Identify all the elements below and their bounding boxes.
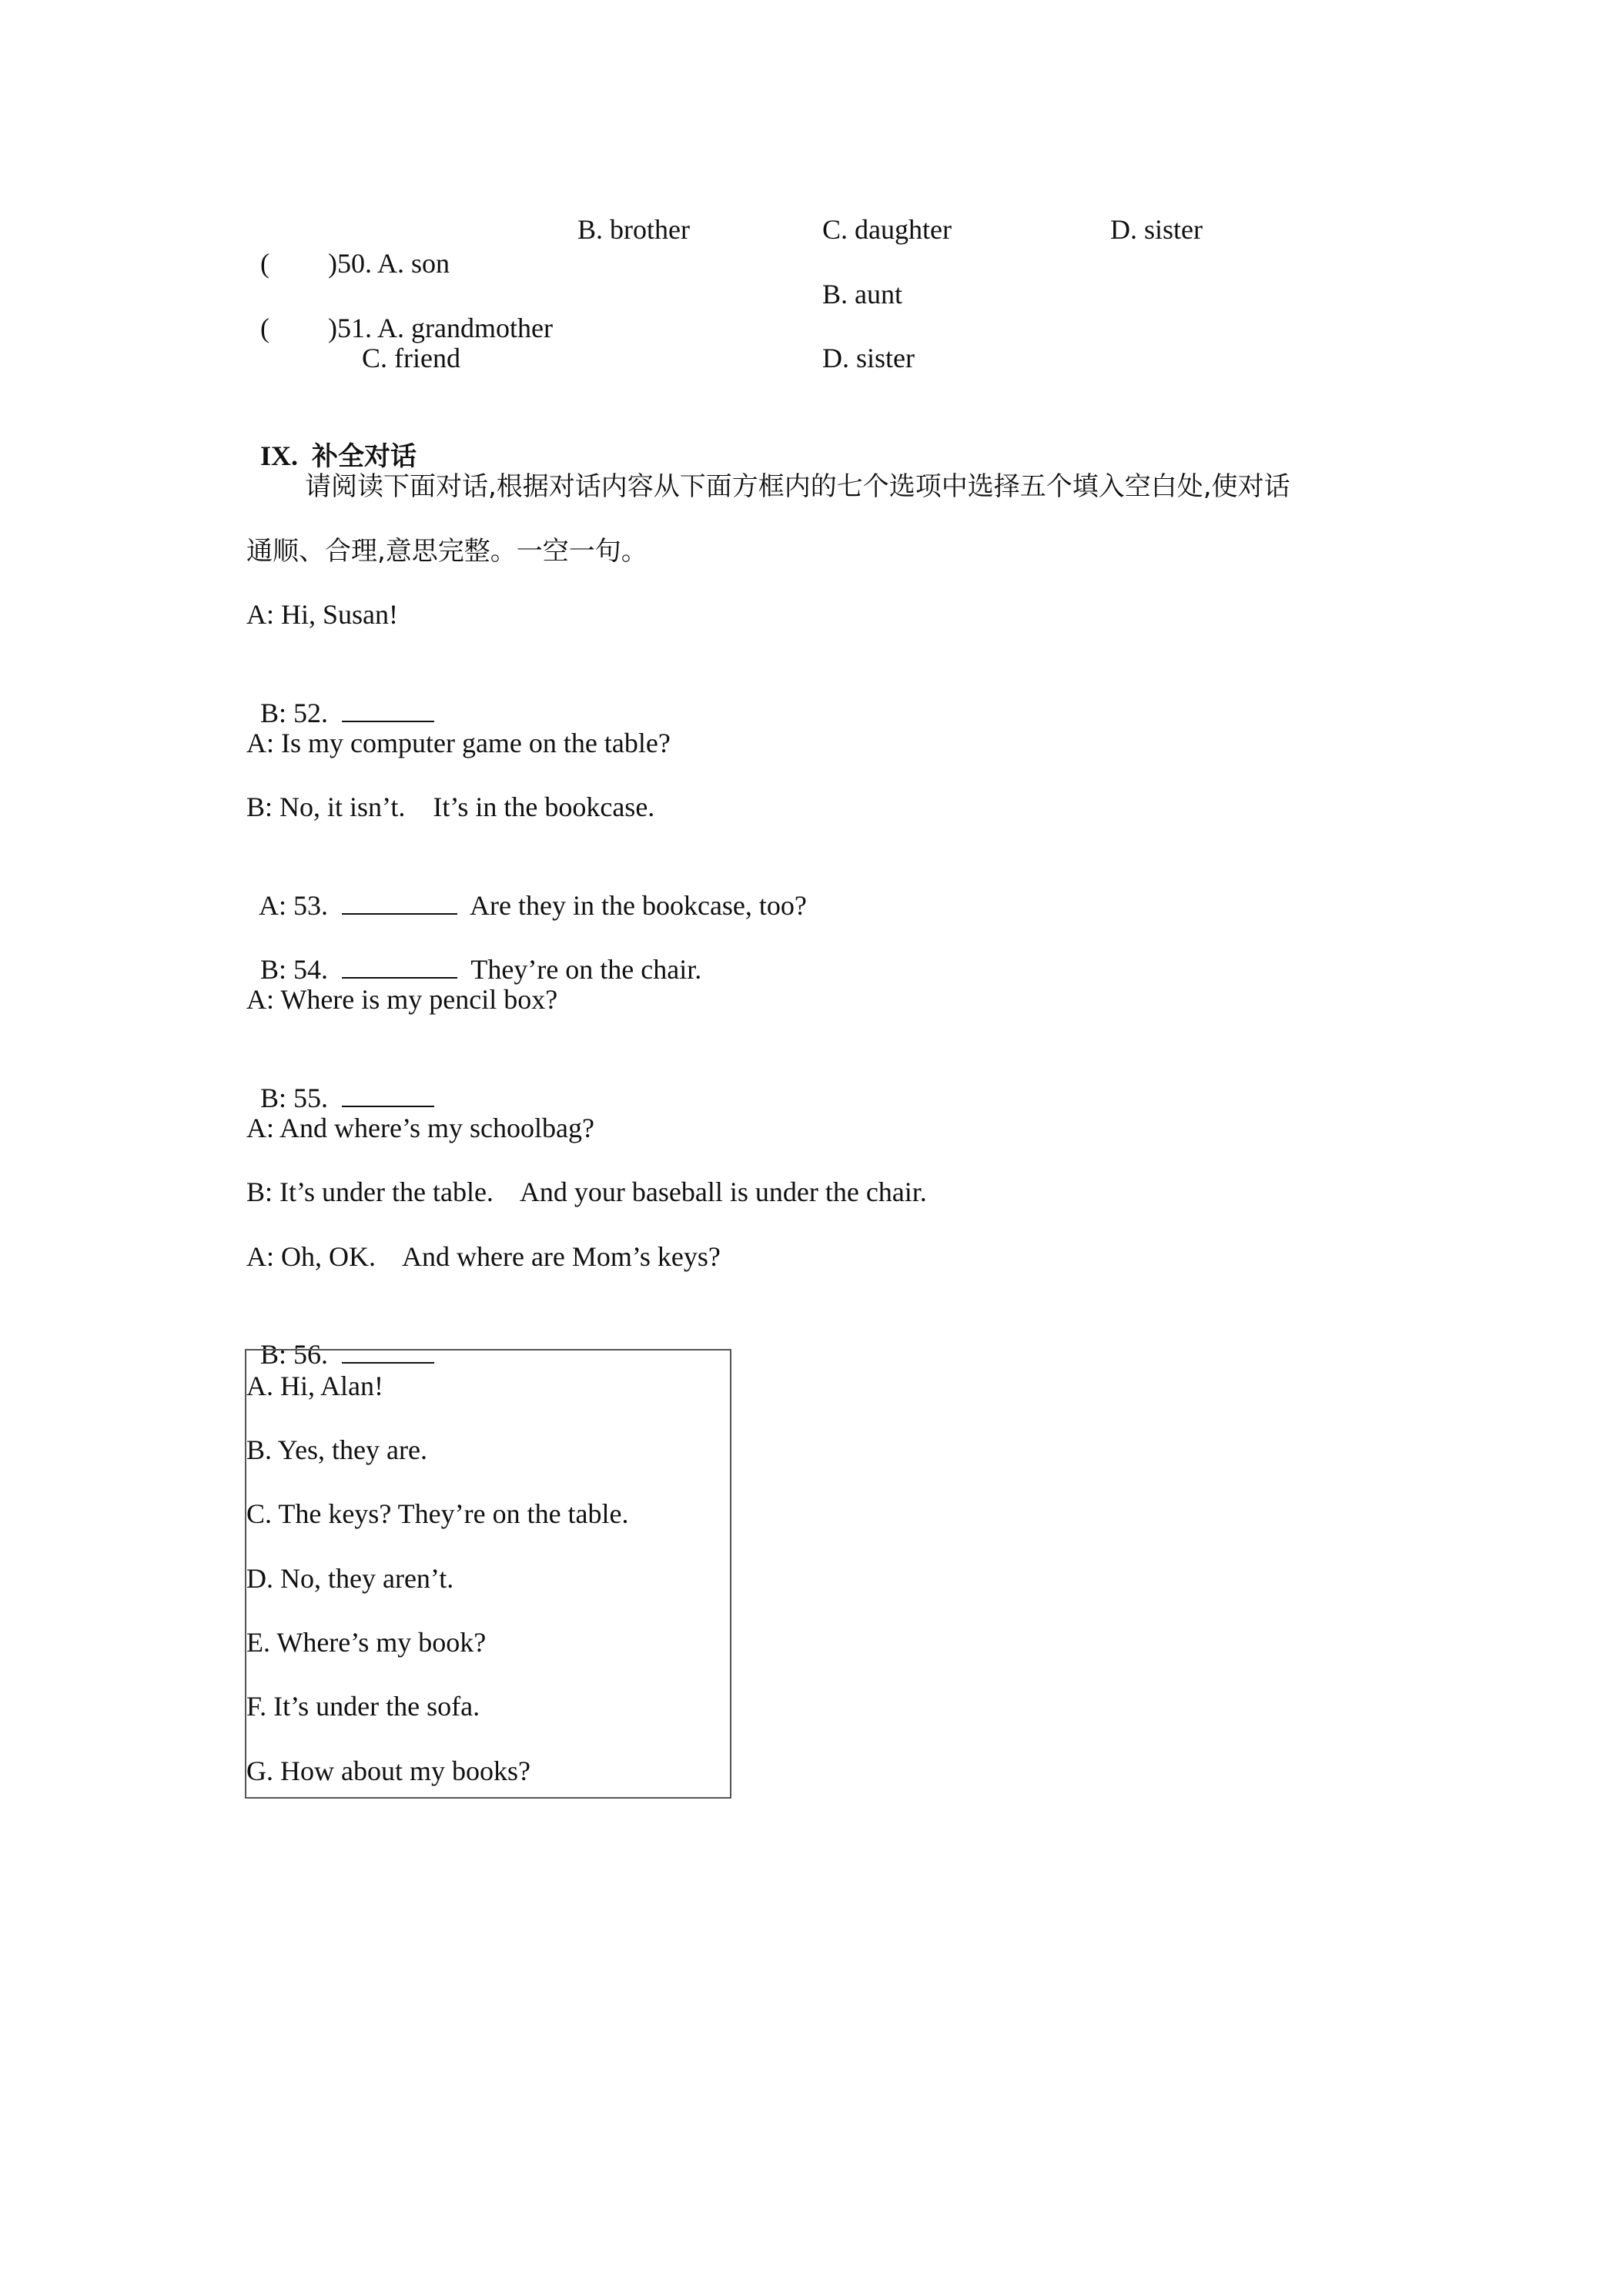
- question-50-option-b: B. brother: [577, 214, 690, 245]
- answer-blank-55[interactable]: [342, 1081, 434, 1107]
- dialogue-line: [246, 919, 701, 986]
- option-item: G. How about my books?: [246, 1755, 530, 1786]
- question-50-row: [246, 213, 450, 280]
- dialogue-speaker-number: B: 54.: [260, 954, 329, 985]
- dialogue-line: A: Hi, Susan!: [246, 599, 398, 630]
- answer-paren-open: (: [260, 313, 269, 343]
- option-item: A. Hi, Alan!: [246, 1371, 383, 1401]
- question-51-row: [246, 277, 553, 345]
- answer-blank-53[interactable]: [342, 889, 457, 915]
- option-a: A. son: [377, 248, 450, 279]
- answer-paren-close: ): [328, 313, 337, 343]
- option-item: F. It’s under the sofa.: [246, 1691, 480, 1722]
- question-51-option-c: C. friend: [362, 343, 460, 373]
- instruction-line-2: 通顺、合理,意思完整。一空一句。: [246, 536, 648, 567]
- answer-paren-close: ): [328, 248, 337, 279]
- dialogue-line: [246, 662, 434, 730]
- instruction-line-1: 请阅读下面对话,根据对话内容从下面方框内的七个选项中选择五个填入空白处,使对话: [305, 471, 1290, 502]
- question-51-option-d: D. sister: [822, 343, 915, 373]
- section-heading: [246, 405, 417, 474]
- dialogue-text: They’re on the chair.: [470, 954, 702, 985]
- question-50-option-d: D. sister: [1110, 214, 1203, 245]
- dialogue-line: B: No, it isn’t. It’s in the bookcase.: [246, 792, 655, 822]
- options-box: [245, 1349, 731, 1799]
- dialogue-line: A: Oh, OK. And where are Mom’s keys?: [246, 1241, 721, 1272]
- dialogue-line: A: And where’s my schoolbag?: [246, 1113, 594, 1143]
- option-item: E. Where’s my book?: [246, 1627, 487, 1658]
- dialogue-line: [246, 1047, 434, 1115]
- section-number: IX.: [260, 440, 299, 471]
- option-item: D. No, they aren’t.: [246, 1563, 454, 1594]
- question-number: 50.: [337, 248, 372, 279]
- question-50-option-c: C. daughter: [822, 214, 952, 245]
- option-item: C. The keys? They’re on the table.: [246, 1498, 629, 1529]
- dialogue-line: A: Where is my pencil box?: [246, 984, 558, 1015]
- option-item: B. Yes, they are.: [246, 1434, 427, 1465]
- answer-blank-54[interactable]: [342, 952, 457, 979]
- dialogue-text: Are they in the bookcase, too?: [470, 890, 807, 921]
- dialogue-line: A: Is my computer game on the table?: [246, 728, 671, 758]
- dialogue-speaker-number: A: 53.: [259, 890, 329, 921]
- dialogue-speaker-number: B: 52.: [260, 698, 329, 728]
- answer-paren-open: (: [260, 248, 269, 279]
- dialogue-speaker-number: B: 55.: [260, 1083, 329, 1113]
- question-number: 51.: [337, 313, 372, 343]
- dialogue-line: [246, 855, 807, 922]
- dialogue-speaker-number: B: 56.: [260, 1339, 329, 1370]
- section-title: 补全对话: [312, 441, 417, 472]
- dialogue-line: B: It’s under the table. And your baseball is under the chair.: [246, 1176, 927, 1207]
- answer-blank-52[interactable]: [342, 696, 434, 722]
- question-51-option-b: B. aunt: [822, 279, 902, 310]
- option-a: A. grandmother: [377, 313, 553, 343]
